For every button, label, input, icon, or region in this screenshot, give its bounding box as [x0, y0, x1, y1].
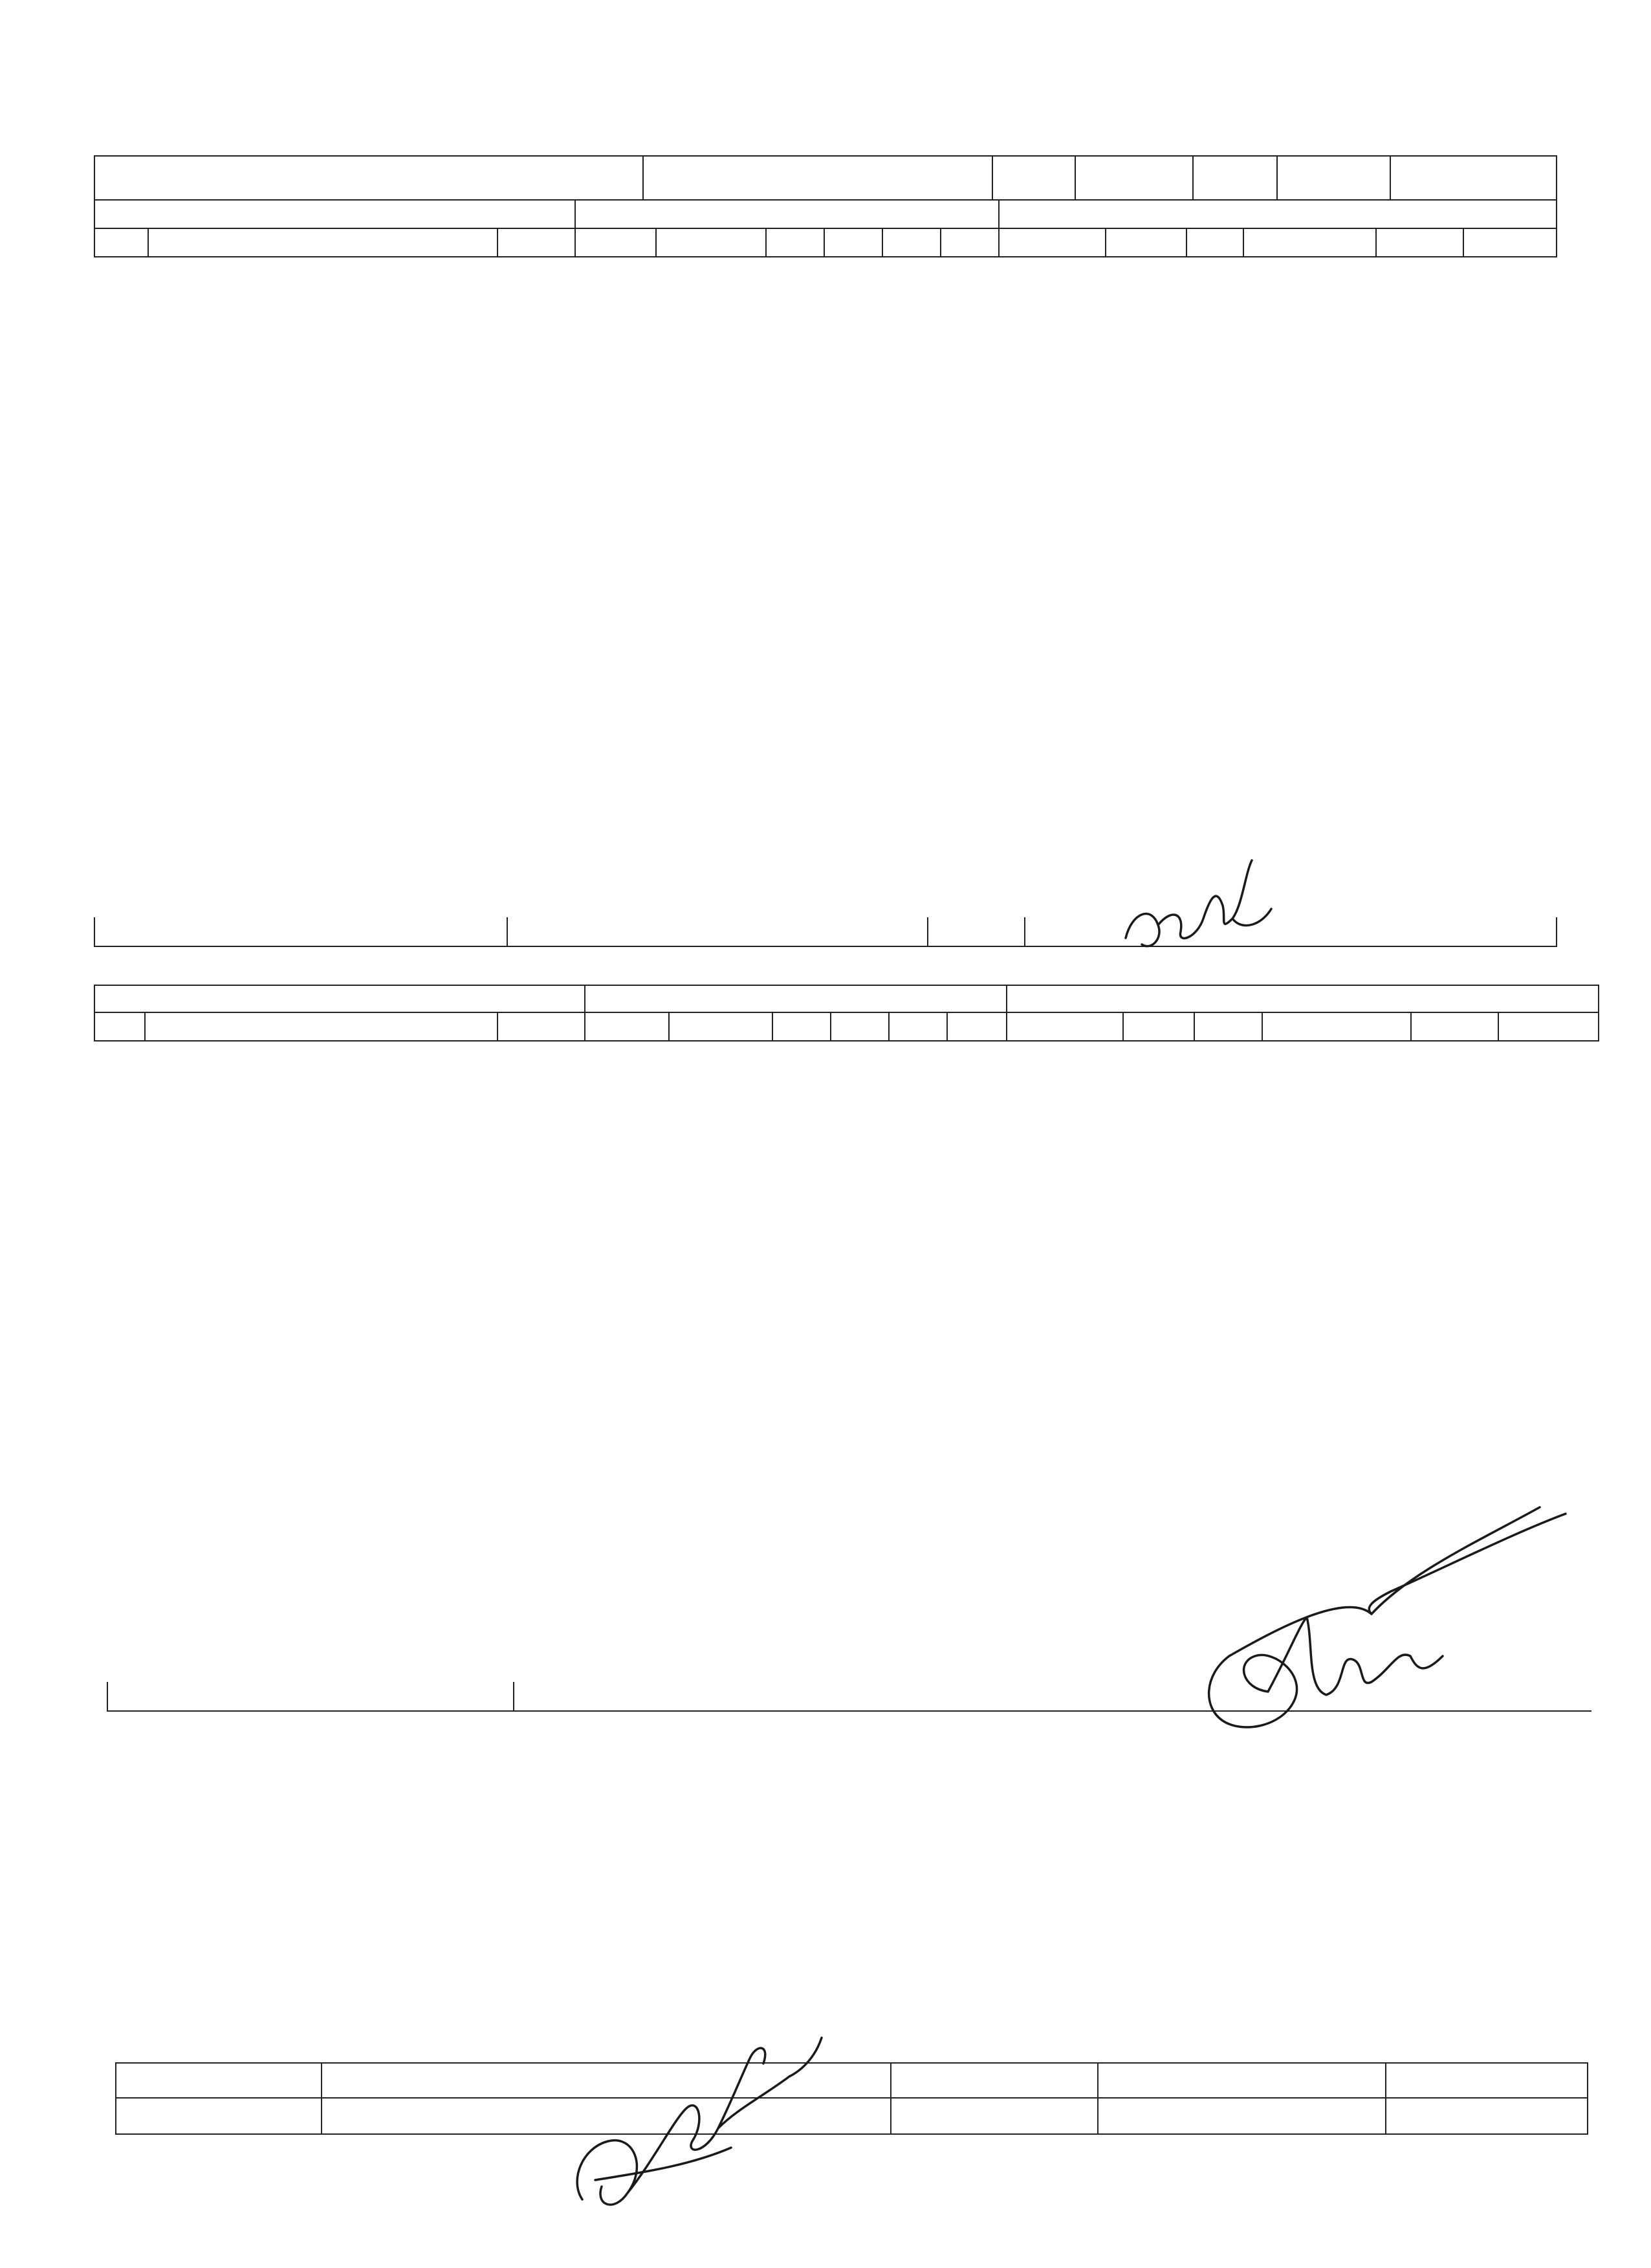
spectators-label	[1194, 155, 1278, 201]
head-coach-label	[94, 917, 508, 947]
col-pen-num	[1106, 229, 1187, 257]
referee-signature-mark	[556, 2018, 828, 2225]
col-pen-min	[1187, 229, 1244, 257]
linesman-label-2	[891, 2099, 1099, 2135]
main-referee-label-2	[115, 2099, 322, 2135]
col-time	[657, 229, 767, 257]
competition	[94, 155, 644, 201]
col-pen-start	[1377, 229, 1464, 257]
date	[1076, 155, 1194, 201]
col-p	[831, 1013, 890, 1041]
team-a-col-header	[94, 229, 1557, 257]
head-coach-label	[107, 1682, 514, 1712]
col-pen-min	[1195, 1013, 1263, 1041]
coach-b-signature-mark	[1177, 1494, 1579, 1766]
game-number	[1391, 155, 1557, 201]
match-header	[94, 155, 1557, 201]
col-pen-start	[1412, 1013, 1499, 1041]
col-pen-time	[1007, 1013, 1124, 1041]
col-pos	[498, 229, 576, 257]
col-pen-num	[1124, 1013, 1195, 1041]
coach-a-signature-mark	[1113, 847, 1281, 964]
col-num	[94, 1013, 146, 1041]
team-b-title	[94, 985, 585, 1013]
referees-row-2	[115, 2099, 1588, 2135]
col-p	[825, 229, 883, 257]
col-pen-time	[1000, 229, 1106, 257]
col-pen-reason	[1263, 1013, 1412, 1041]
col-g	[585, 1013, 670, 1041]
col-name	[149, 229, 498, 257]
team-b-goals-header	[585, 985, 1007, 1013]
col-name	[146, 1013, 498, 1041]
col-num	[94, 229, 149, 257]
referees-row-1	[115, 2062, 1588, 2099]
col-pos	[498, 1013, 585, 1041]
inspector-label	[1386, 2062, 1588, 2099]
team-b-penalties-header	[1007, 985, 1599, 1013]
col-pen-end	[1464, 229, 1557, 257]
signature-label	[928, 917, 1025, 947]
main-referee-label-1	[115, 2062, 322, 2099]
team-a-penalties-header	[1000, 201, 1557, 229]
linesman-label-1	[891, 2062, 1099, 2099]
col-pen-end	[1499, 1013, 1599, 1041]
col-is	[941, 229, 1000, 257]
inspector-value	[1386, 2099, 1588, 2135]
col-g2	[767, 229, 825, 257]
col-time	[670, 1013, 773, 1041]
date-label	[993, 155, 1076, 201]
team-a-coach-signature	[1025, 917, 1557, 947]
col-p2	[883, 229, 941, 257]
col-p2	[890, 1013, 948, 1041]
col-g2	[773, 1013, 831, 1041]
col-g	[576, 229, 657, 257]
col-pen-reason	[1244, 229, 1377, 257]
team-b-col-header	[94, 1013, 1599, 1041]
team-a-title	[94, 201, 576, 229]
linesman-1	[1099, 2062, 1386, 2099]
team-a-coach	[508, 917, 928, 947]
team-a-coach-row	[94, 917, 1557, 947]
team-a-title-row	[94, 201, 1557, 229]
col-is	[948, 1013, 1007, 1041]
linesman-2	[1099, 2099, 1386, 2135]
team-a-goals-header	[576, 201, 1000, 229]
spectators	[1278, 155, 1391, 201]
arena	[644, 155, 993, 201]
team-b-title-row	[94, 985, 1599, 1013]
